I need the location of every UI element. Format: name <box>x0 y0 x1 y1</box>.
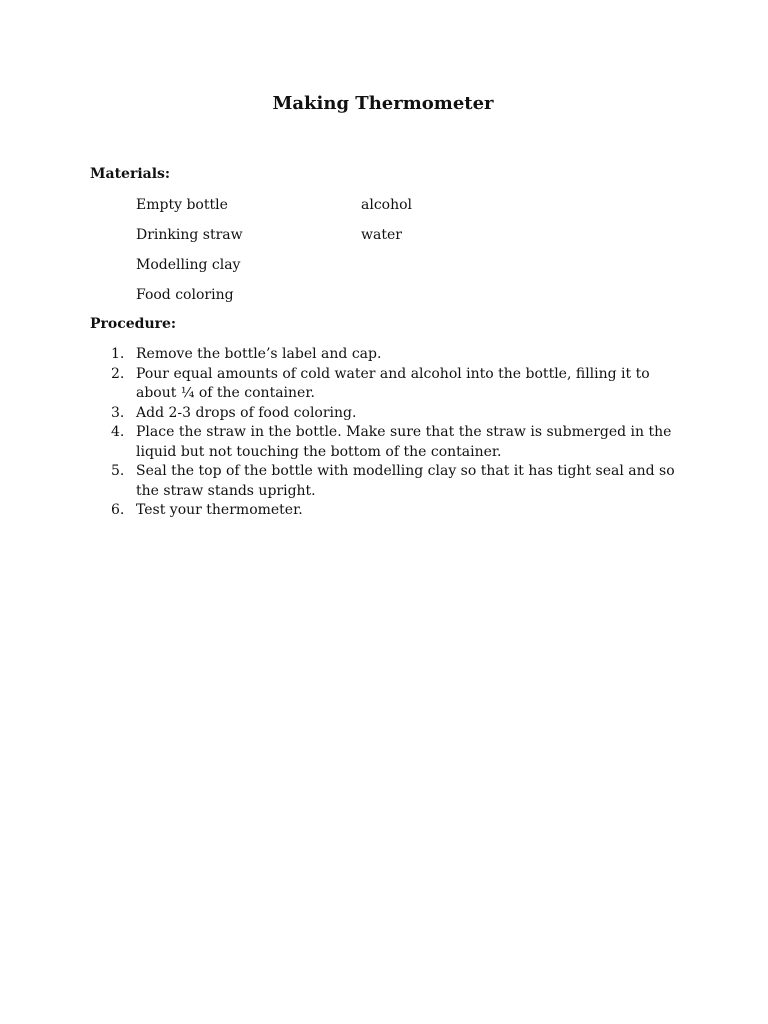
step-text: Place the straw in the bottle. Make sure that the straw is submerged in the liquid but not touching the bottom of the container. <box>136 424 672 460</box>
step-number: 3. <box>111 404 125 421</box>
materials-heading: Materials: <box>90 166 171 182</box>
step-number: 4. <box>111 424 125 440</box>
procedure-step <box>104 462 684 501</box>
material-item-drinking-straw: Drinking straw <box>136 227 243 243</box>
document-title: Making Thermometer <box>272 93 494 114</box>
step-text: Test your thermometer. <box>136 502 303 518</box>
procedure-step <box>104 345 684 365</box>
material-item-water: water <box>361 227 402 243</box>
material-item-empty-bottle: Empty bottle <box>136 197 228 213</box>
procedure-step <box>104 404 684 424</box>
material-item-alcohol: alcohol <box>361 197 413 213</box>
step-text: Add 2-3 drops of food coloring. <box>136 404 357 421</box>
step-text: Pour equal amounts of cold water and alcohol into the bottle, filling it to about ¼ of the container. <box>136 365 650 401</box>
procedure-heading: Procedure: <box>90 316 177 332</box>
step-text: Remove the bottle’s label and cap. <box>136 346 382 362</box>
procedure-steps-list <box>104 345 684 521</box>
procedure-step <box>104 501 684 521</box>
procedure-step <box>104 365 684 404</box>
step-text: Seal the top of the bottle with modelling clay so that it has tight seal and so the straw stands upright. <box>136 463 675 499</box>
material-item-food-coloring: Food coloring <box>136 287 234 303</box>
procedure-step <box>104 423 684 462</box>
step-number: 6. <box>111 502 125 518</box>
material-item-modelling-clay: Modelling clay <box>136 257 241 273</box>
step-number: 2. <box>111 365 125 382</box>
step-number: 1. <box>111 346 125 362</box>
step-number: 5. <box>111 463 125 479</box>
